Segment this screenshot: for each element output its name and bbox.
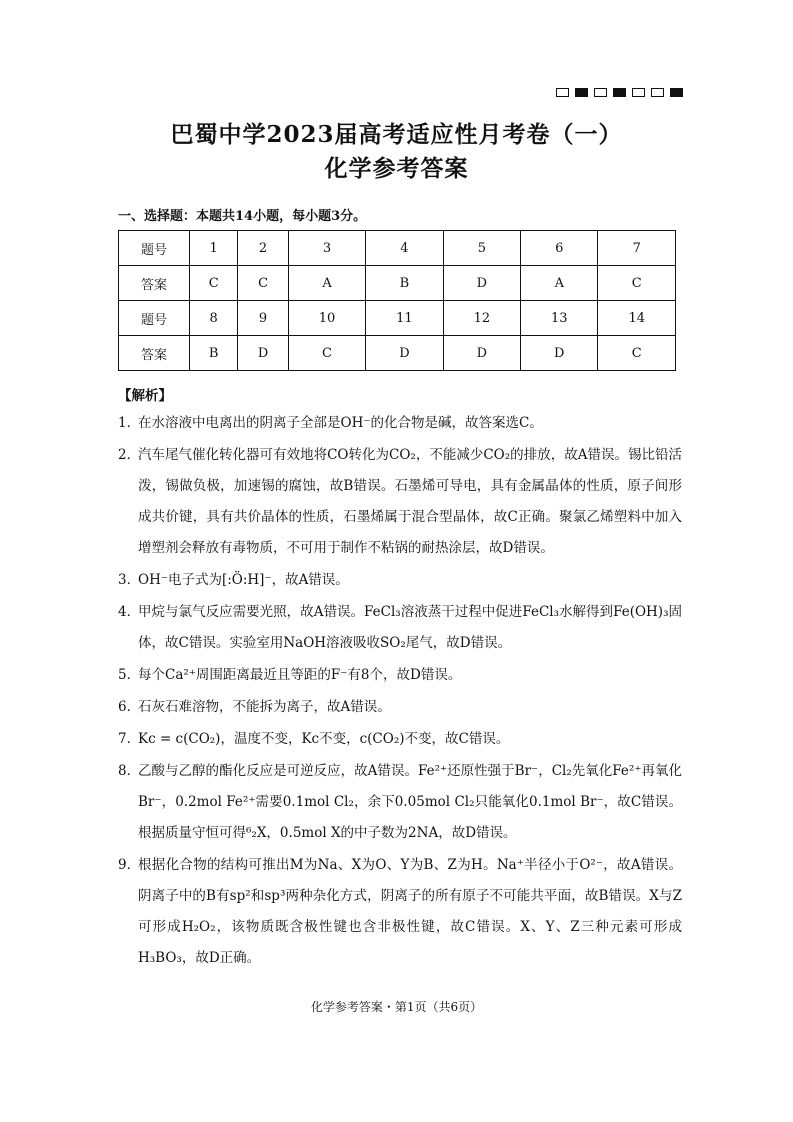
list-item (118, 597, 682, 659)
list-item (118, 692, 682, 723)
table-cell: 12 (443, 301, 520, 336)
table-cell: C (288, 336, 365, 371)
table-cell: D (238, 336, 288, 371)
answer-table (118, 230, 676, 371)
item-text: 汽车尾气催化转化器可有效地将CO转化为CO₂，不能减少CO₂的排放，故A错误。锡比铅活泼，锡做负极，加速锡的腐蚀，故B错误。石墨烯可导电，具有金属晶体的性质，原子间形成共价键，具有共价晶体的性质，石墨烯属于混合型晶体，故C正确。聚氯乙烯塑料中加入增塑剂会释放有毒物质，不可用于制作不粘锅的耐热涂层，故D错误。 (138, 447, 683, 556)
table-cell: A (521, 266, 598, 301)
table-cell: B (190, 336, 238, 371)
table-cell: 6 (521, 231, 598, 266)
table-cell: 11 (366, 301, 443, 336)
code-box-filled (575, 88, 588, 97)
table-cell: 题号 (119, 231, 190, 266)
item-number: 2． (118, 447, 141, 463)
table-cell: A (288, 266, 365, 301)
table-row (119, 266, 676, 301)
analysis-label: 【解析】 (118, 388, 172, 404)
table-cell: 14 (598, 301, 676, 336)
item-text: OH⁻电子式为[:Ö:H]⁻，故A错误。 (138, 572, 349, 588)
item-text: 石灰石难溶物，不能拆为离子，故A错误。 (138, 699, 391, 715)
code-box-empty (632, 88, 645, 97)
item-text: 乙酸与乙醇的酯化反应是可逆反应，故A错误。Fe²⁺还原性强于Br⁻，Cl₂先氧化Fe²⁺再氧化Br⁻，0.2mol Fe²⁺需要0.1mol Cl₂，余下0.05mol Cl₂只能氧化0.1mol Br⁻，故C错误。根据质量守恒可得⁶₂X，0.5mol X的中子数为2NA，故D错误。 (138, 763, 682, 841)
table-cell: D (443, 266, 520, 301)
item-number: 9． (118, 857, 141, 873)
table-cell: 3 (288, 231, 365, 266)
item-number: 6． (118, 699, 141, 715)
list-item (118, 565, 682, 596)
table-cell: 10 (288, 301, 365, 336)
list-item (118, 724, 682, 755)
item-number: 4． (118, 604, 141, 620)
code-box-empty (651, 88, 664, 97)
table-cell: 5 (443, 231, 520, 266)
code-box-empty (556, 88, 569, 97)
list-item (118, 850, 682, 974)
table-cell: 2 (238, 231, 288, 266)
item-text: 在水溶液中电离出的阴离子全部是OH⁻的化合物是碱，故答案选C。 (138, 415, 543, 431)
barcode-marks (556, 88, 683, 97)
table-cell: 9 (238, 301, 288, 336)
code-box-empty (594, 88, 607, 97)
analysis-list (118, 408, 682, 975)
item-text: 甲烷与氯气反应需要光照，故A错误。FeCl₃溶液蒸干过程中促进FeCl₃水解得到Fe(OH)₃固体，故C错误。实验室用NaOH溶液吸收SO₂尾气，故D错误。 (138, 604, 682, 651)
item-text: 每个Ca²⁺周围距离最近且等距的F⁻有8个，故D错误。 (138, 667, 462, 683)
table-cell: 1 (190, 231, 238, 266)
item-number: 3． (118, 572, 141, 588)
table-cell: D (443, 336, 520, 371)
table-cell: 题号 (119, 301, 190, 336)
section-heading: 一、选择题：本题共14小题，每小题3分。 (118, 209, 367, 224)
table-row (119, 231, 676, 266)
table-cell: D (366, 336, 443, 371)
table-cell: D (521, 336, 598, 371)
item-number: 8． (118, 763, 141, 779)
table-cell: C (238, 266, 288, 301)
table-cell: 答案 (119, 266, 190, 301)
item-text: 根据化合物的结构可推出M为Na、X为O、Y为B、Z为H。Na⁺半径小于O²⁻，故A错误。阴离子中的B有sp²和sp³两种杂化方式，阴离子的所有原子不可能共平面，故B错误。X与Z可形成H₂O₂，该物质既含极性键也含非极性键，故C错误。X、Y、Z三种元素可形成H₃BO₃，故D正确。 (138, 857, 682, 966)
table-row (119, 336, 676, 371)
table-cell: 7 (598, 231, 676, 266)
exam-subtitle: 化学参考答案 (324, 155, 469, 182)
list-item (118, 408, 682, 439)
table-cell: C (598, 336, 676, 371)
table-cell: C (598, 266, 676, 301)
table-cell: 8 (190, 301, 238, 336)
item-number: 7． (118, 731, 141, 747)
exam-title: 巴蜀中学2023届高考适应性月考卷（一） (170, 121, 623, 148)
code-box-filled (613, 88, 626, 97)
table-cell: C (190, 266, 238, 301)
table-cell: 答案 (119, 336, 190, 371)
table-row (119, 301, 676, 336)
table-cell: 13 (521, 301, 598, 336)
list-item (118, 660, 682, 691)
code-box-filled (670, 88, 683, 97)
table-cell: B (366, 266, 443, 301)
page-footer: 化学参考答案・第1页（共6页） (310, 1000, 483, 1014)
list-item (118, 440, 682, 564)
item-number: 1． (118, 415, 141, 431)
list-item (118, 756, 682, 849)
item-number: 5． (118, 667, 141, 683)
table-cell: 4 (366, 231, 443, 266)
item-text: Kc = c(CO₂)，温度不变，Kc不变，c(CO₂)不变，故C错误。 (138, 731, 510, 747)
